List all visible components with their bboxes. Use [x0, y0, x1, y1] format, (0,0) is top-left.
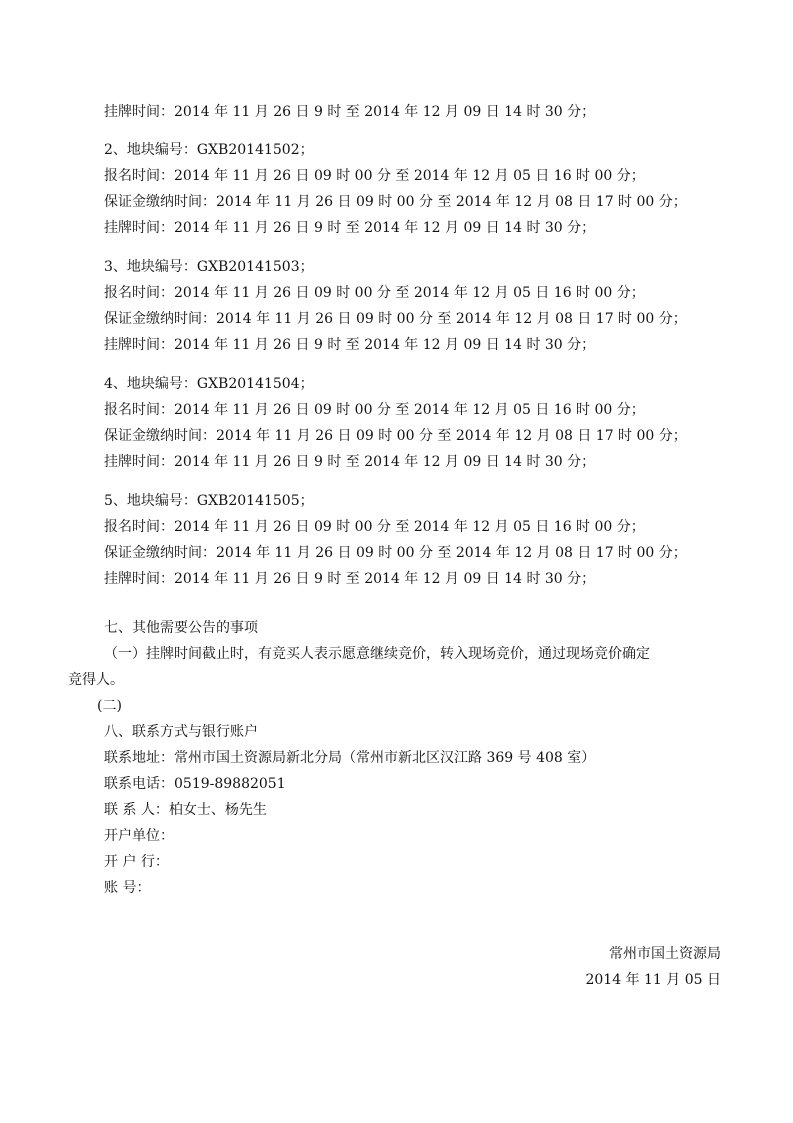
section-heading: 5、地块编号：GXB20141505；	[104, 493, 314, 509]
text-line: 挂牌时间：2014 年 11 月 26 日 9 时 至 2014 年 12 月 09 日 14 时 30 分；	[104, 571, 596, 587]
text-line: 保证金缴纳时间：2014 年 11 月 26 日 09 时 00 分 至 2014 年 12 月 08 日 17 时 00 分；	[104, 311, 687, 327]
text-line: 保证金缴纳时间：2014 年 11 月 26 日 09 时 00 分 至 2014 年 12 月 08 日 17 时 00 分；	[104, 428, 687, 444]
text-line: 挂牌时间：2014 年 11 月 26 日 9 时 至 2014 年 12 月 09 日 14 时 30 分；	[104, 220, 596, 236]
section-heading: 4、地块编号：GXB20141504；	[104, 376, 314, 392]
section-heading: 七、其他需要公告的事项	[104, 620, 258, 636]
contact-person: 联 系 人：柏女士、杨先生	[104, 802, 267, 818]
section-heading: 八、联系方式与银行账户	[104, 724, 258, 740]
signature-org: 常州市国土资源局	[609, 946, 721, 962]
account-unit: 开户单位：	[104, 828, 174, 844]
text-line: （一）挂牌时间截止时，有竞买人表示愿意继续竞价，转入现场竞价，通过现场竞价确定	[104, 646, 650, 662]
section-heading: 3、地块编号：GXB20141503；	[104, 259, 314, 275]
text-line: (二)	[97, 698, 122, 714]
text-line: 报名时间：2014 年 11 月 26 日 09 时 00 分 至 2014 年 12 月 05 日 16 时 00 分；	[104, 168, 645, 184]
text-line: 挂牌时间：2014 年 11 月 26 日 9 时 至 2014 年 12 月 09 日 14 时 30 分；	[104, 454, 596, 470]
signature-date: 2014 年 11 月 05 日	[585, 972, 721, 988]
text-line: 报名时间：2014 年 11 月 26 日 09 时 00 分 至 2014 年 12 月 05 日 16 时 00 分；	[104, 519, 645, 535]
contact-phone: 联系电话：0519-89882051	[104, 776, 286, 792]
text-line: 报名时间：2014 年 11 月 26 日 09 时 00 分 至 2014 年 12 月 05 日 16 时 00 分；	[104, 402, 645, 418]
text-line: 挂牌时间：2014 年 11 月 26 日 9 时 至 2014 年 12 月 09 日 14 时 30 分；	[104, 337, 596, 353]
text-line: 保证金缴纳时间：2014 年 11 月 26 日 09 时 00 分 至 2014 年 12 月 08 日 17 时 00 分；	[104, 545, 687, 561]
text-line: 挂牌时间：2014 年 11 月 26 日 9 时 至 2014 年 12 月 09 日 14 时 30 分；	[104, 104, 596, 120]
contact-address: 联系地址：常州市国土资源局新北分局（常州市新北区汉江路 369 号 408 室）	[104, 750, 596, 766]
text-line: 报名时间：2014 年 11 月 26 日 09 时 00 分 至 2014 年 12 月 05 日 16 时 00 分；	[104, 285, 645, 301]
section-heading: 2、地块编号：GXB20141502；	[104, 142, 314, 158]
text-line: 竞得人。	[68, 672, 124, 688]
account-bank: 开 户 行：	[104, 854, 169, 870]
text-line: 保证金缴纳时间：2014 年 11 月 26 日 09 时 00 分 至 2014 年 12 月 08 日 17 时 00 分；	[104, 194, 687, 210]
account-number: 账 号：	[104, 880, 151, 896]
